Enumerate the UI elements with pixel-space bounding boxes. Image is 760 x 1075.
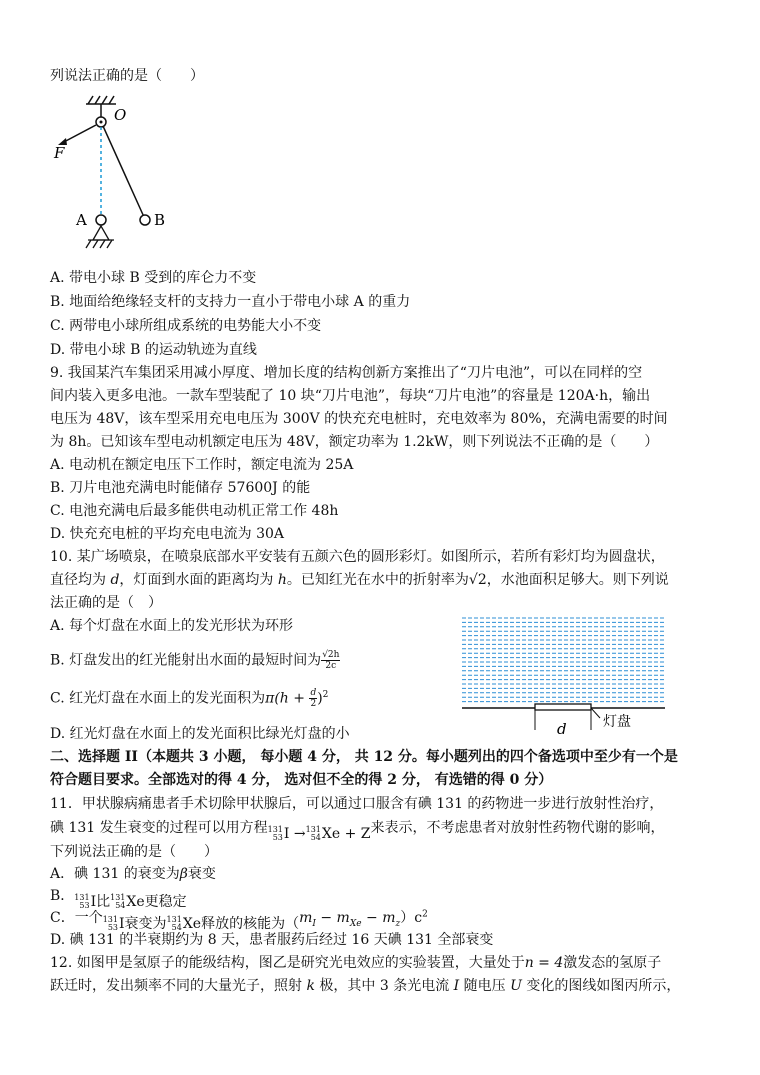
label-b: B xyxy=(154,211,166,229)
ball-a xyxy=(96,215,106,225)
fraction-d-2: $\frac{d}{2}$ xyxy=(310,688,317,709)
string-ob xyxy=(103,126,144,217)
question-10-line2: 直径均为 d，灯面到水面的距离均为 h。已知红光在水中的折射率为√2，水池面积足够大。则下列说 xyxy=(50,572,669,588)
support-triangle xyxy=(93,226,109,240)
option-8c: C. 两带电小球所组成系统的电势能大小不变 xyxy=(50,318,322,334)
option-11b: B． 131 53 I比 131 54 Xe更稳定 xyxy=(50,888,187,910)
question-11-line3: 下列说法正确的是（ ） xyxy=(50,844,218,860)
figure-lamp-pool xyxy=(460,612,680,742)
option-9a: A. 电动机在额定电压下工作时，额定电流为 25A xyxy=(50,457,354,473)
question-11-line1: 11．甲状腺病痛患者手术切除甲状腺后，可以通过口服含有碘 131 的药物进一步进行放射性治疗， xyxy=(50,796,664,812)
label-f: F xyxy=(54,144,65,162)
water-dashed-lines xyxy=(462,618,665,702)
option-9c: C. 电池充满电后最多能供电动机正常工作 48h xyxy=(50,503,339,519)
ball-b xyxy=(140,215,150,225)
option-8d: D. 带电小球 B 的运动轨迹为直线 xyxy=(50,342,257,358)
option-8b: B. 地面给绝缘轻支杆的支持力一直小于带电小球 A 的重力 xyxy=(50,294,411,310)
question-10-line3: 法正确的是（ ） xyxy=(50,595,162,611)
fraction-sqrt2h-2c: $\frac{√2h}{2c}$ xyxy=(322,650,340,671)
label-a: A xyxy=(76,211,87,229)
section-2-heading-line2: 符合题目要求。全部选对的得 4 分， 选对但不全的得 2 分， 有选错的得 0 分） xyxy=(50,772,553,788)
option-8a: A. 带电小球 B 受到的库仑力不变 xyxy=(50,270,257,286)
figure-charged-balls xyxy=(48,92,178,257)
force-f-arrow xyxy=(62,125,96,143)
ceiling-hatch xyxy=(86,96,116,104)
option-11c: C．一个 131 53 I衰变为 131 54 Xe释放的核能为（ $m_I - m_{Xe} - m_z)c^2$ xyxy=(50,909,428,932)
option-10c: C. 红光灯盘在水面上的发光面积为π(h + $\frac{d}{2}$ )$^2$ xyxy=(50,688,329,709)
option-11d: D. 碘 131 的半衰期约为 8 天，患者服药后经过 16 天碘 131 全部衰变 xyxy=(50,932,494,948)
option-11a: A．碘 131 的衰变为β衰变 xyxy=(50,866,216,882)
label-d: d xyxy=(557,720,567,738)
question-8-tail: 列说法正确的是（ ） xyxy=(50,68,204,84)
option-10b: B. 灯盘发出的红光能射出水面的最短时间为 $\frac{√2h}{2c}$ xyxy=(50,650,340,671)
question-11-line2: 碘 131 发生衰变的过程可以用方程 131 53 I → 131 54 Xe + Z 来表示，不考虑患者对放射性药物代谢的影响， xyxy=(50,820,665,842)
question-9-line1: 9. 我国某汽车集团采用减小厚度、增加长度的结构创新方案推出了“刀片电池”，可以在同样的空 xyxy=(50,365,643,381)
ground-hatch xyxy=(86,240,114,248)
option-10d: D. 红光灯盘在水面上的发光面积比绿光灯盘的小 xyxy=(50,726,350,742)
leader-line xyxy=(591,708,600,718)
option-10a: A. 每个灯盘在水面上的发光形状为环形 xyxy=(50,618,294,634)
lamp-disc xyxy=(535,704,591,710)
question-12-line1: 12. 如图甲是氢原子的能级结构，图乙是研究光电效应的实验装置，大量处于n = 4激发态的氢原子 xyxy=(50,955,662,971)
question-12-line2: 跃迁时，发出频率不同的大量光子，照射 k 极，其中 3 条光电流 I 随电压 U 变化的图线如图丙所示， xyxy=(50,978,681,994)
option-9d: D. 快充充电桩的平均充电电流为 30A xyxy=(50,526,285,542)
question-9-line2: 间内装入更多电池。一款车型装配了 10 块“刀片电池”，每块“刀片电池”的容量是 120A·h，输出 xyxy=(50,388,651,404)
question-10-line1: 10. 某广场喷泉，在喷泉底部水平安装有五颜六色的圆形彩灯。如图所示，若所有彩灯均为圆盘状， xyxy=(50,549,665,565)
question-9-line4: 为 8h。已知该车型电动机额定电压为 48V，额定功率为 1.2kW，则下列说法不正确的是（ ） xyxy=(50,434,659,450)
option-9b: B. 刀片电池充满电时能储存 57600J 的能 xyxy=(50,480,311,496)
question-9-line3: 电压为 48V，该车型采用充电电压为 300V 的快充充电桩时，充电效率为 80%，充满电需要的时间 xyxy=(50,411,668,427)
label-o: O xyxy=(114,106,127,124)
label-lamp: 灯盘 xyxy=(603,714,631,730)
section-2-heading-line1: 二、选择题 II（本题共 3 小题， 每小题 4 分， 共 12 分。每小题列出的四个备选项中至少有一个是 xyxy=(50,749,678,765)
